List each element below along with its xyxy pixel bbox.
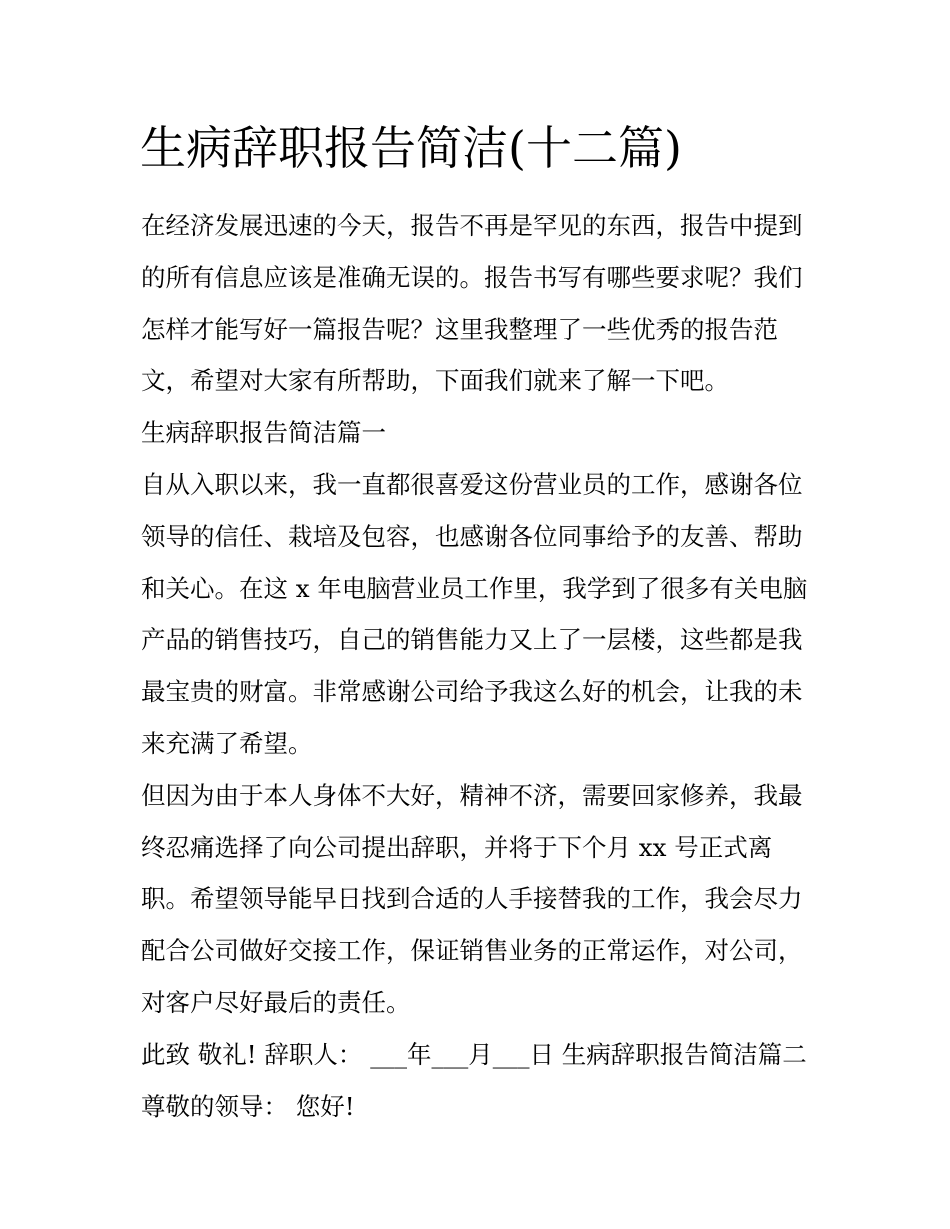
body-line: 产品的销售技巧，自己的销售能力又上了一层楼，这些都是我 bbox=[141, 625, 803, 655]
body-line: 最宝贵的财富。非常感谢公司给予我这么好的机会，让我的未 bbox=[141, 677, 803, 707]
body-line: 配合公司做好交接工作，保证销售业务的正常运作，对公司， bbox=[141, 936, 803, 966]
body-line: 和关心。在这 x 年电脑营业员工作里，我学到了很多有关电脑 bbox=[141, 573, 808, 603]
body-line: 自从入职以来，我一直都很喜爱这份营业员的工作，感谢各位 bbox=[141, 469, 803, 499]
body-line: 对客户尽好最后的责任。 bbox=[141, 987, 411, 1017]
document-title: 生病辞职报告简洁(十二篇) bbox=[140, 121, 682, 175]
document-body bbox=[141, 200, 821, 1132]
section-heading: 生病辞职报告简洁篇一 bbox=[141, 418, 386, 448]
body-line: 来充满了希望。 bbox=[141, 728, 313, 758]
body-line: 怎样才能写好一篇报告呢？这里我整理了一些优秀的报告范 bbox=[141, 314, 778, 344]
body-line: 尊敬的领导： 您好! bbox=[141, 1091, 355, 1121]
body-line: 领导的信任、栽培及包容，也感谢各位同事给予的友善、帮助 bbox=[141, 521, 803, 551]
body-line: 此致 敬礼! 辞职人： ___年___月___日 生病辞职报告简洁篇二 bbox=[141, 1039, 807, 1069]
body-line: 文，希望对大家有所帮助，下面我们就来了解一下吧。 bbox=[141, 366, 729, 396]
body-line: 终忍痛选择了向公司提出辞职，并将于下个月 xx 号正式离 bbox=[141, 832, 773, 862]
body-line: 职。希望领导能早日找到合适的人手接替我的工作，我会尽力 bbox=[141, 884, 803, 914]
body-line: 但因为由于本人身体不大好，精神不济，需要回家修养，我最 bbox=[141, 780, 803, 810]
body-line: 在经济发展迅速的今天，报告不再是罕见的东西，报告中提到 bbox=[141, 211, 803, 240]
body-line: 的所有信息应该是准确无误的。报告书写有哪些要求呢？我们 bbox=[141, 262, 803, 292]
